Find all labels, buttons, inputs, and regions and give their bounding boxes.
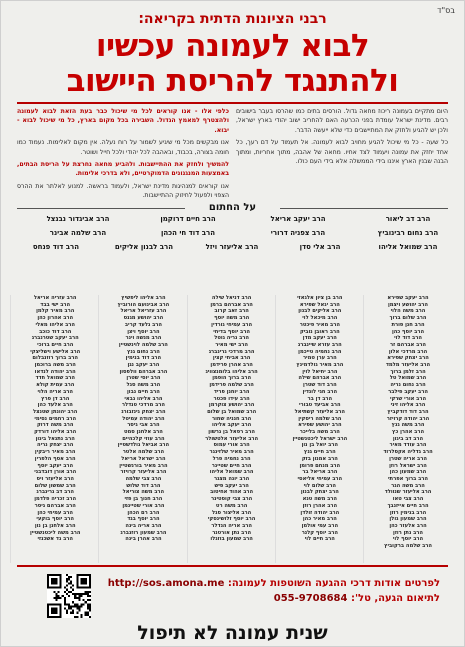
intro-column-left [17, 107, 229, 204]
lead-signer-name: הרב דוד חי הכהן [160, 229, 216, 237]
signer-name: הרב אליעזר אלטשולר [205, 435, 259, 442]
signer-name: הרב יהושע ויצמן [388, 301, 428, 308]
signer-name: הרב יהונתן שטנצל [33, 408, 78, 415]
signer-name: הרב יעקב יוסף [37, 462, 74, 469]
subtitle: רבני הציונות הדתית בקריאה: [138, 11, 327, 27]
signer-name: הרב ישי בבד [40, 301, 71, 308]
lead-signer-name: הרב דוד פנחס [32, 243, 80, 251]
signer-name: הרב אורן דובדבני [34, 469, 77, 476]
signer-name: הרב ברוך הופמן [212, 375, 252, 382]
signer-name: הרב צבי קוסטינר [211, 496, 253, 503]
lead-signer-name: הרב חיים דרוקמן [160, 215, 216, 223]
signer-name: הרב אלישע וישליצקי [30, 348, 81, 355]
signer-name: הרב אלעד כהן [37, 402, 73, 409]
signer-name: הרב זכריה פלדמן [34, 496, 77, 503]
signer-name: הרב דוד לוי [394, 335, 422, 342]
signer-name: הרב מרדכי טנדלר [121, 402, 165, 409]
intro-paragraph: היום מתקיים בעמונה ריכוז מחאה גדול. הורסים בתים כמו שהרסו בעבר בישובים רבים. מדינת ישראל עומדת בפני הכרעה האם להחריב ישוב יהודי בארץ ישראל, ולכן יש להגיע ולחזק את המתיישבים כדי שלא ייעשה הדבר. [236, 108, 448, 134]
signer-name: הרב עמית קולא [36, 382, 75, 389]
signer-name: הרב אביעד טבורי [299, 402, 341, 409]
signer-name: הרב דוד דודקביץ [387, 408, 429, 415]
signer-name: הרב נחום גנץ [126, 348, 160, 355]
signer-name: הרב יצחק גינזבורג [121, 408, 166, 415]
signer-name: הרב עידו פכטר [213, 395, 250, 402]
signer-name: הרב אליהו ליפשיץ [121, 295, 166, 301]
signer-name: הרב גדליה אקסלרוד [383, 449, 433, 456]
website-link[interactable]: http://sos.amona.me [107, 578, 225, 589]
signer-name: הרב חיים אייזנבך [387, 502, 429, 509]
signer-name: הרב מאיר כהן [302, 516, 337, 523]
signer-name: הרב ישראל ליכטנשטיין [292, 435, 348, 442]
signer-name: הרב אביחי קצין [212, 355, 251, 362]
signer-name: הרב משה בלייכר [299, 429, 340, 436]
qr-code-icon [47, 574, 91, 618]
lead-signer-name: הרב אביגדור נבנצל [46, 215, 110, 223]
signer-name: הרב גד אשכנזי [37, 536, 73, 543]
signer-name: הרב מנשה וינר [125, 335, 162, 342]
divider-top [17, 102, 448, 104]
signer-name: הרב אלחנן בן נון [34, 522, 76, 529]
signer-name: הרב אריה בינה [125, 522, 162, 529]
signer-name: הרב משה ליכטנשטיין [29, 529, 81, 536]
signer-name: הרב יוסף לוי [392, 536, 424, 543]
signer-name: הרב יוסף קלנר [301, 529, 338, 536]
signer-name: הרב צבי שלמה [125, 475, 162, 482]
signer-name: הרב משה רט [215, 502, 248, 509]
signers-column [275, 295, 364, 563]
signer-name: הרב אהרון כהן [37, 315, 74, 322]
signer-name: הרב ישראל אריאל [121, 455, 166, 462]
signer-name: הרב אהוד אחיטוב [210, 489, 254, 496]
intro-paragraph: כלפי אלו - אנו קוראים לכל מי שיכול כבר בעת הזאת לבוא לעמונה ולהצטרף למאמץ הגדול. השבירה בכל מקום בארץ, כל מי שיכול לבוא - יבוא. [17, 108, 229, 134]
signer-name: הרב אליהו גבאי [124, 395, 163, 402]
signer-name: הרב אורי עמוס [213, 442, 250, 449]
signers-column [10, 295, 99, 563]
signer-name: הרב דוד שטרן [302, 382, 337, 389]
signer-name: הרב ברוך אפרתי [388, 475, 428, 482]
signer-name: הרב משה הלוי [390, 308, 426, 315]
footer [1, 568, 464, 646]
signer-name: הרב אורי שטיינמן [122, 502, 165, 509]
signer-name: הרב שמואל טל [389, 375, 427, 382]
signer-name: הרב מאיר ריבקין [34, 449, 76, 456]
signed-divider-left [17, 208, 185, 209]
signer-name: הרב זלמן ברוך [390, 368, 426, 375]
signer-name: הרב אברהם זר [390, 341, 426, 348]
signer-name: הרב אליעזר קרויזר [120, 469, 167, 476]
lead-signer-name: הרב אלי סדן [299, 243, 341, 251]
signer-name: הרב חיים ברוכי [37, 341, 74, 348]
intro-paragraph: להמשיך ולחזק את ההתיישבות. ולהביע מחאה נחרצת על הריסת הבתים, באמצעות המנגנונים הדמוקרטיים, ולא בדרכי אלימות. [17, 161, 229, 178]
signer-name: הרב רפאל בן גרשון [208, 429, 255, 436]
signer-name: הרב יעקב פיש [214, 482, 249, 489]
signer-name: הרב שלמה ברקוביץ [384, 543, 432, 550]
signer-name: הרב אברהם שילה [298, 375, 342, 382]
lead-signer-name: הרב יעקב אריאל [270, 215, 326, 223]
signer-name: הרב בנימין רוזן [389, 509, 427, 516]
signer-name: הרב חיים נבון [127, 388, 160, 395]
signer-name: הרב מנחם פרומן [299, 462, 341, 469]
lead-signer-name: הרב אליעזר ויזל [205, 243, 259, 251]
signer-name: הרב משה סגל [126, 382, 161, 389]
signer-name: הרב יגאל שפירא [299, 301, 340, 308]
signer-name: הרב שלמה לוינשטיין [118, 341, 168, 348]
signer-name: הרב חגי לונדין [302, 388, 338, 395]
signer-name: הרב אהרן פרידמן [210, 362, 253, 369]
header [19, 9, 446, 99]
signer-name: הרב יוסף בדיחי [213, 328, 250, 335]
signer-name: הרב יהודה לנדאו [34, 368, 76, 375]
signer-name: הרב יצחק נריה [37, 442, 74, 449]
signer-name: הרב דוד כוכב [39, 328, 72, 335]
signer-name: הרב אברהם גיסר [34, 502, 76, 509]
signer-name: הרב יעקב אליהו [212, 422, 252, 429]
signer-name: הרב ראובן נוביק [299, 328, 340, 335]
signer-name: הרב דניאל שילה [211, 295, 252, 301]
signer-name: הרב יהודה זולדן [300, 509, 340, 516]
headline-2: ולהתנגד להריסת היישוב [66, 63, 399, 99]
signer-name: הרב חיים שטיינר [211, 462, 252, 469]
signer-name: הרב אבינועם הורוביץ [117, 301, 170, 308]
signer-name: הרב עמיחי כהן [37, 509, 73, 516]
signers-column [187, 295, 276, 563]
signer-name: הרב אליעזר ויס [36, 475, 74, 482]
signer-name: הרב יהושע מגנס [123, 315, 164, 322]
signers-column [363, 295, 452, 563]
signer-name: הרב עזרא שיינברג [297, 341, 342, 348]
signer-name: הרב משה גנץ [391, 422, 425, 429]
signer-name: הרב מיכאל לוי [302, 315, 338, 322]
signer-name: הרב אליהו מאלי [35, 321, 75, 328]
signer-name: הרב צבי טאו [392, 496, 424, 503]
signer-name: הרב אליעזר קשתיאל [294, 408, 345, 415]
signer-name: הרב מאיר גולדמינץ [296, 362, 344, 369]
signer-name: הרב אריה הלוי [37, 388, 73, 395]
signer-name: הרב יצחק שפירא [387, 355, 429, 362]
signer-name: הרב רם הכהן [127, 509, 160, 516]
intro-paragraph: אנו מבקשים מכל מי שיגיע לשמור על רוח נעלה. אין מקום לאלימות. נעמוד כמו חומה בצורה, בכבוד, ובאהבה לכל יהודי ולכל חייל ושוטר. [17, 139, 229, 156]
signer-name: הרב נחום נריה [390, 382, 426, 389]
signed-section-heading [17, 202, 448, 214]
signer-name: הרב שמואל בן שלום [207, 408, 257, 415]
signer-name: הרב דב ביגון [392, 435, 424, 442]
signer-name: הרב יצחק לבנון [300, 489, 339, 496]
signer-name: הרב אליהו בלומנצוויג [205, 368, 258, 375]
signer-name: הרב יהודה קרויזר [386, 415, 430, 422]
signer-name: הרב רחמים נסימי [34, 415, 77, 422]
signer-name: הרב מאיר בורנשטיין [119, 462, 168, 469]
signer-name: הרב עזריה אריאל [33, 295, 77, 301]
signer-name: הרב יעקב פילבר [388, 388, 428, 395]
signer-name: הרב יואל בן נון [301, 442, 338, 449]
lead-signers [13, 215, 452, 257]
info-text: לפרטים אודות דרכי ההגעה השוטפות לעמונה: [227, 578, 440, 589]
info-box [90, 578, 440, 616]
signer-name: הרב אהרן רוזן [302, 502, 338, 509]
signer-name: הרב דוד שלוש [126, 482, 161, 489]
signer-name: הרב אלחנן סמט [123, 429, 163, 436]
signer-name: הרב משה דרוק [36, 422, 74, 429]
signers-column [98, 295, 187, 563]
signer-name: הרב שמואל אליהו [209, 469, 254, 476]
signer-name: הרב משה ברוכמן [34, 362, 76, 369]
signer-name: הרב יהושע צוקרמן [208, 402, 255, 409]
signer-name: הרב יחיאל לוין [302, 368, 338, 375]
bottom-slogan: שנית עמונה לא תיפול [137, 622, 328, 644]
lead-signers-row [13, 215, 452, 226]
signer-name: הרב נחמיה פרל [212, 455, 251, 462]
signer-name: הרב שלום ברוך [389, 315, 427, 322]
lead-signer-name: הרב דב ליאור [385, 215, 431, 223]
signer-name: הרב נתנאל ביגון [35, 435, 75, 442]
signer-name: הרב שמעון כהן [389, 469, 427, 476]
signer-name: הרב מרדכי גרינברג [208, 348, 255, 355]
signer-name: הרב אהרן כץ [391, 429, 425, 436]
signer-name: הרב עזריאל אריאל [120, 308, 167, 315]
divider-bottom [17, 565, 448, 567]
signer-name: הרב יעקב שטרנברג [31, 335, 79, 342]
signer-name: הרב יעקב שפירא [387, 295, 429, 301]
signer-name: הרב יוסף זלושינסקי [207, 516, 256, 523]
lead-signer-name: הרב נחום רבינוביץ [377, 229, 439, 237]
signer-name: הרב יונה מצגר [213, 475, 250, 482]
signer-name: הרב אביאל גולדשטיין [117, 442, 170, 449]
signer-name: הרב יוסף כהן [391, 328, 425, 335]
signer-name: הרב חנוך בן פזי [124, 496, 163, 503]
signer-name: הרב שמואל חדד [35, 375, 75, 382]
signer-name: הרב יוסף בוקעי [36, 516, 74, 523]
signer-name: הרב יוסף בגד [127, 516, 160, 523]
signer-name: הרב אליהו דורדק [34, 429, 77, 436]
lead-signers-row [13, 229, 452, 240]
signer-name: הרב נתן רוזן [393, 529, 423, 536]
signer-name: הרב שלמה ריסקין [298, 415, 342, 422]
signer-name: הרב מאיר קלמן [36, 308, 75, 315]
signer-name: הרב אברהם ברמן [210, 301, 253, 308]
signer-name: הרב עוזי קלכהיים [122, 435, 165, 442]
signer-name: הרב חיים לוי [304, 536, 335, 543]
signer-name: הרב עודד מאיר [389, 442, 427, 449]
signer-name: הרב יהושע שפירא [298, 422, 342, 429]
signer-name: הרב אריה שטרן [389, 455, 427, 462]
signer-name: הרב נריה גוטל [214, 335, 249, 342]
signer-name: הרב עמיחי גורדין [211, 321, 253, 328]
lead-signer-name: הרב צפניה דרורי [270, 229, 326, 237]
signer-name: הרב שמעון רוזנברג [120, 529, 167, 536]
signer-name: הרב משה יוסף [214, 315, 250, 322]
bsd-mark: בס"ד [437, 6, 455, 15]
signer-name: הרב דן פרץ [41, 395, 70, 402]
info-line-2 [90, 593, 440, 604]
signer-name: הרב אברהם וולפסון [119, 368, 168, 375]
signer-name: הרב אסף הלפרין [34, 455, 76, 462]
signer-name: הרב יוסי שטרן [126, 375, 161, 382]
signer-name: הרב דן בר [307, 395, 333, 402]
signer-name: הרב ברוך רוזנבלום [32, 355, 78, 362]
signer-name: הרב יעקב מדן [302, 335, 337, 342]
signer-name: הרב משה הגר [391, 482, 425, 489]
phone-number[interactable]: 055-9708684 [273, 593, 348, 604]
signer-name: הרב שמשון שלום [34, 482, 76, 489]
signer-name: הרב עמי אולמן [301, 522, 339, 529]
signer-name: הרב משה צוריאל [122, 489, 165, 496]
signers-list [13, 295, 452, 563]
signer-name: הרב זאב קרוב [214, 308, 249, 315]
signer-name: הרב משה טנא [302, 496, 337, 503]
signer-name: הרב אליעזר שנוולד [384, 489, 432, 496]
signer-name: הרב מרדכי אלון [388, 348, 428, 355]
signer-name: הרב אמנון בזק [301, 455, 338, 462]
intro-paragraph: אנו קוראים למנהיגות מדינת ישראל, ולעמוד בראשה. למנוע לאלתר את ההרס הצפוי ולפעול לחיזוק ההתיישבות. [17, 182, 229, 200]
signer-name: הרב שלמה פרידמן [209, 382, 254, 389]
lead-signer-name: הרב לבנון אליקים [114, 243, 174, 251]
signer-name: הרב עמיחי אליאסי [297, 475, 343, 482]
signer-name: הרב חנניה שחור [211, 415, 252, 422]
intro-column-right [236, 107, 448, 169]
signer-name: הרב אריה הנדלר [211, 522, 252, 529]
signer-name: הרב אריאל בר [302, 469, 338, 476]
lead-signer-name: הרב שלמה אבינר [49, 229, 107, 237]
signer-name: הרב יוחנן פריד [213, 388, 250, 395]
signer-name: הרב יהודה עמיטל [122, 415, 165, 422]
signer-name: הרב אליצור סגל [212, 509, 252, 516]
signer-name: הרב מאיר פיכטר [299, 321, 340, 328]
signer-name: הרב חיים גנץ [303, 449, 336, 456]
signer-name: הרב יעקב נגן [127, 362, 160, 369]
signer-name: הרב אליקים לבנון [298, 308, 342, 315]
signer-name: הרב יוסף ויצן [127, 328, 160, 335]
signer-name: הרב דוד בנימין [125, 355, 162, 362]
signer-name: הרב אבי גיסר [127, 422, 160, 429]
signer-name: הרב נחמיה טייכמן [298, 348, 342, 355]
phone-label: לתיאום הגעה, טל': [350, 593, 440, 604]
signed-title: על החתום [204, 202, 261, 213]
signer-name: הרב אורי שרקי [389, 395, 427, 402]
signer-name: הרב אהרן בינה [125, 536, 162, 543]
intro-paragraph: כל שעה - כל מי שיכול להגיע מחויב לבוא לעמונה. אל תעמוד על דם רעך, כל אחד יחזק את עמונה ויעמוד לצד אחיו. מחאה של אהבה, מתוך אחריות, ומתוך הבנה שבנין הארץ איננו בידי הממשלה אלא בידי העם כולו. [236, 139, 448, 166]
signer-name: הרב שלמה אלטר [122, 449, 165, 456]
signer-name: הרב ערן טמיר [302, 355, 337, 362]
signer-name: הרב שמעון גולן [389, 516, 427, 523]
signer-name: הרב דב גרינברג [36, 489, 74, 496]
signer-name: הרב שלום לוי [303, 482, 336, 489]
signer-name: הרב חנן פורת [391, 321, 425, 328]
lead-signers-row [13, 243, 452, 254]
headline-1: לבוא לעמונה עכשיו [95, 28, 370, 64]
signer-name: הרב שמעון בוזגלו [210, 536, 253, 543]
signer-name: הרב אליעזר מלמד [385, 362, 431, 369]
signer-name: הרב בן ציון אלגאזי [297, 295, 343, 301]
info-line-1 [90, 578, 440, 589]
signer-name: הרב מאיר שלזינגר [209, 449, 254, 456]
signer-name: הרב ישראל רוזן [389, 462, 427, 469]
signed-divider-right [280, 208, 448, 209]
signer-name: הרב נתן אורטנר [212, 529, 252, 536]
signer-name: הרב אליהו זיני [390, 402, 426, 409]
signer-name: הרב אלעזר כהן [389, 522, 427, 529]
signer-name: הרב ישי מאיר [215, 341, 248, 348]
lead-signer-name: הרב שמואל אליהו [378, 243, 438, 251]
signer-name: הרב גלעד קריב [124, 321, 162, 328]
